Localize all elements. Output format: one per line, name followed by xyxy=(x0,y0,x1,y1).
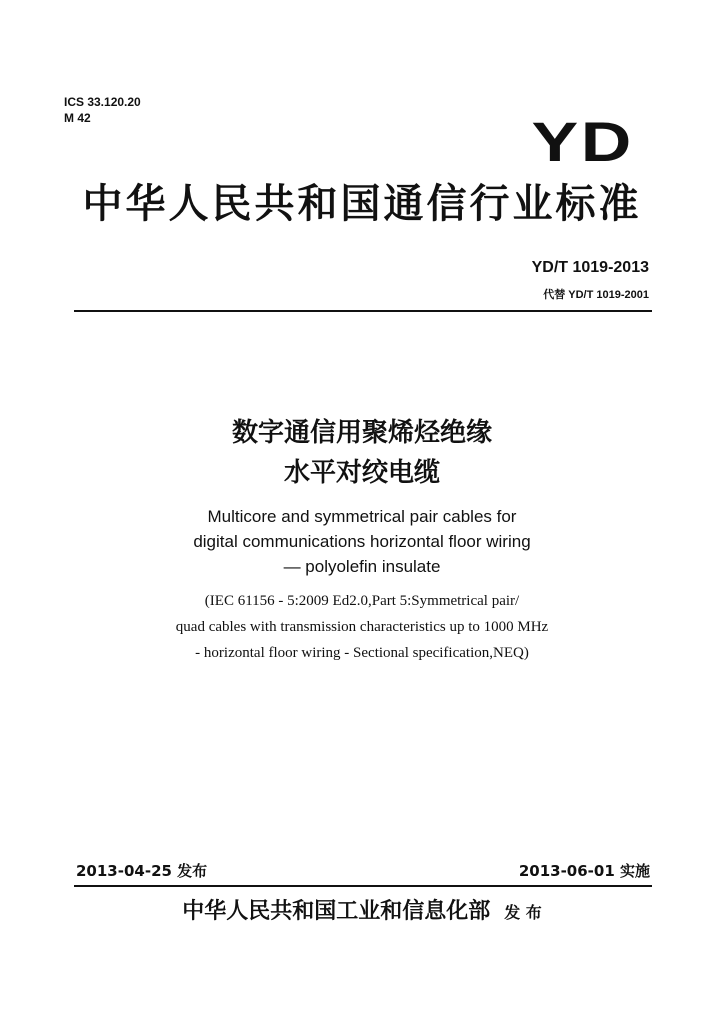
ics-code: ICS 33.120.20 xyxy=(64,95,141,109)
english-title-line-2: digital communications horizontal floor wiring xyxy=(193,532,531,551)
chinese-title-line-1: 数字通信用聚烯烃绝缘 xyxy=(231,418,492,448)
category-code: M 42 xyxy=(64,111,91,125)
iec-reference-line-2: quad cables with transmission characteristics up to 1000 MHz xyxy=(175,619,549,635)
issuer-action: 发 布 xyxy=(504,903,542,922)
english-title-line-1: Multicore and symmetrical pair cables for xyxy=(207,507,517,526)
issuer-name: 中华人民共和国工业和信息化部 xyxy=(182,899,491,924)
iec-reference-line-1: (IEC 61156 - 5:2009 Ed2.0,Part 5:Symmetrical pair/ xyxy=(204,593,520,609)
iec-reference xyxy=(0,588,724,666)
standard-number: YD/T 1019-2013 xyxy=(531,259,649,276)
iec-reference-line-3: - horizontal floor wiring - Sectional specification,NEQ) xyxy=(195,645,529,661)
implementation-date: 2013-06-01 实施 xyxy=(518,862,650,880)
top-divider xyxy=(74,310,652,312)
org-title: 中华人民共和国通信行业标准 xyxy=(82,181,642,227)
issuer xyxy=(0,896,724,929)
english-title-line-3: — polyolefin insulate xyxy=(283,557,441,576)
chinese-title-line-2: 水平对绞电缆 xyxy=(283,458,440,488)
yd-logo: YD xyxy=(531,110,634,173)
issue-date: 2013-04-25 发布 xyxy=(76,862,208,880)
bottom-divider xyxy=(74,885,652,887)
classification-block xyxy=(64,94,141,126)
chinese-title xyxy=(0,413,724,493)
replaces-standard: 代替 YD/T 1019-2001 xyxy=(543,289,649,301)
english-title xyxy=(0,504,724,579)
